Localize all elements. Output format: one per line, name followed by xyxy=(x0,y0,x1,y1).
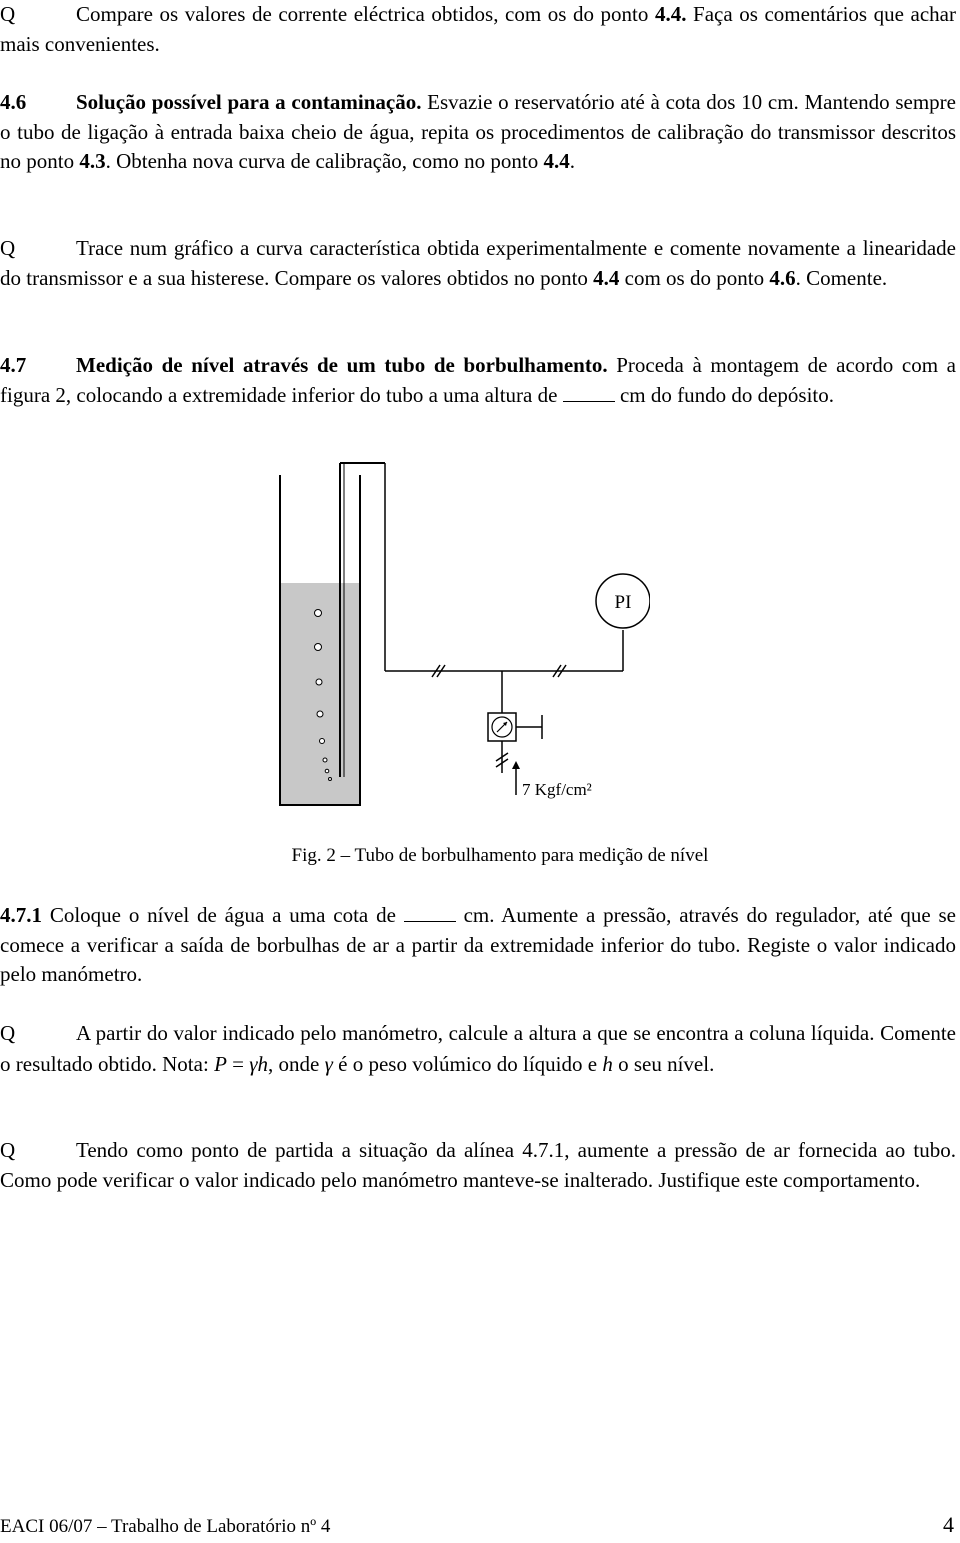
pressure-indicator xyxy=(596,574,650,628)
paragraph-q-trace-curve xyxy=(0,234,956,293)
paragraph-text: A partir do valor indicado pelo manómetro, calcule a altura a que se encontra a coluna líquida. Comente o resultado obtido. Nota: xyxy=(0,1021,956,1076)
page-number: 4 xyxy=(943,1512,954,1537)
formula-gamma: γ xyxy=(324,1052,333,1076)
section-reference: 4.4. xyxy=(654,2,687,26)
section-number: 4.7.1 xyxy=(0,903,42,927)
section-4-7-1 xyxy=(0,901,956,990)
pressure-regulator xyxy=(488,713,516,741)
fill-in-blank xyxy=(563,401,615,402)
paragraph-text: o seu nível. xyxy=(612,1052,715,1076)
paragraph-text: . Comente. xyxy=(795,265,888,290)
section-reference: 4.3 xyxy=(79,149,106,173)
paragraph-text: . xyxy=(569,149,576,173)
section-number: 4.6 xyxy=(0,90,27,114)
section-4-7 xyxy=(0,351,956,410)
paragraph-text: Faça os comentários que achar mais convenientes. xyxy=(0,2,956,56)
question-marker: Q xyxy=(0,1138,16,1162)
section-reference: 4.4 xyxy=(593,265,620,290)
section-number: 4.7 xyxy=(0,353,27,377)
air-line xyxy=(385,630,623,773)
bubbler-tube-diagram xyxy=(270,455,650,820)
paragraph-text: Compare os valores de corrente eléctrica obtidos, com os do ponto xyxy=(76,2,655,26)
paragraph-text: , onde xyxy=(268,1052,325,1076)
section-reference: 4.6 xyxy=(769,265,796,290)
paragraph-text: Trace num gráfico a curva característica obtida experimentalmente e comente novamente a linearidade do transmissor e a sua histerese. Compare os valores obtidos no ponto xyxy=(0,236,956,290)
paragraph-text: Proceda à montagem de acordo com a figura 2, colocando a extremidade inferior do tubo a uma altura de xyxy=(0,353,956,407)
section-title: Medição de nível através de um tubo de borbulhamento. xyxy=(76,353,608,377)
tank xyxy=(280,475,360,805)
air-supply-arrow xyxy=(512,761,592,799)
paragraph-q-compare-current xyxy=(0,0,956,59)
formula-gamma: γ xyxy=(249,1052,258,1076)
figure-caption: Fig. 2 – Tubo de borbulhamento para medição de nível xyxy=(291,845,709,866)
paragraph-text: com os do ponto xyxy=(619,265,770,290)
paragraph-q-increase-pressure xyxy=(0,1136,956,1195)
formula-operator: = xyxy=(226,1052,250,1076)
pi-label: PI xyxy=(614,592,632,613)
paragraph-text: cm do fundo do depósito. xyxy=(614,382,835,407)
paragraph-text: cm. Aumente a pressão, através do regulador, até que se comece a verificar a saída de borbulhas de ar a partir da extremidade inferior do tubo. Registe o valor indicado pelo manómetro. xyxy=(0,903,956,986)
section-title: Solução possível para a contaminação. xyxy=(76,90,422,114)
section-reference: 4.4 xyxy=(543,149,570,173)
section-4-6 xyxy=(0,88,956,177)
question-marker: Q xyxy=(0,2,16,26)
supply-pressure-label: 7 Kgf/cm² xyxy=(522,780,592,799)
question-marker: Q xyxy=(0,236,16,260)
paragraph-text: é o peso volúmico do líquido e xyxy=(332,1052,603,1076)
paragraph-text: Esvazie o reservatório até à cota dos 10 cm. Mantendo sempre o tubo de ligação à entrada baixa cheio de água, repita os procedimentos de calibração do transmissor descritos no ponto xyxy=(0,90,956,173)
paragraph-text: Coloque o nível de água a uma cota de xyxy=(42,903,404,927)
footer-text: EACI 06/07 – Trabalho de Laboratório nº 4 xyxy=(0,1516,331,1537)
formula-variable: h xyxy=(602,1052,613,1076)
question-marker: Q xyxy=(0,1021,16,1045)
formula-variable: h xyxy=(257,1052,269,1076)
paragraph-q-compute-height xyxy=(0,1018,956,1080)
fill-in-blank xyxy=(404,921,456,922)
paragraph-text: . Obtenha nova curva de calibração, como no ponto xyxy=(105,149,544,173)
paragraph-text: Tendo como ponto de partida a situação da alínea 4.7.1, aumente a pressão de ar fornecida ao tubo. Como pode verificar o valor indicado pelo manómetro manteve-se inalterado. Justifique este comportamento. xyxy=(0,1138,956,1192)
formula-variable: P xyxy=(214,1052,227,1076)
